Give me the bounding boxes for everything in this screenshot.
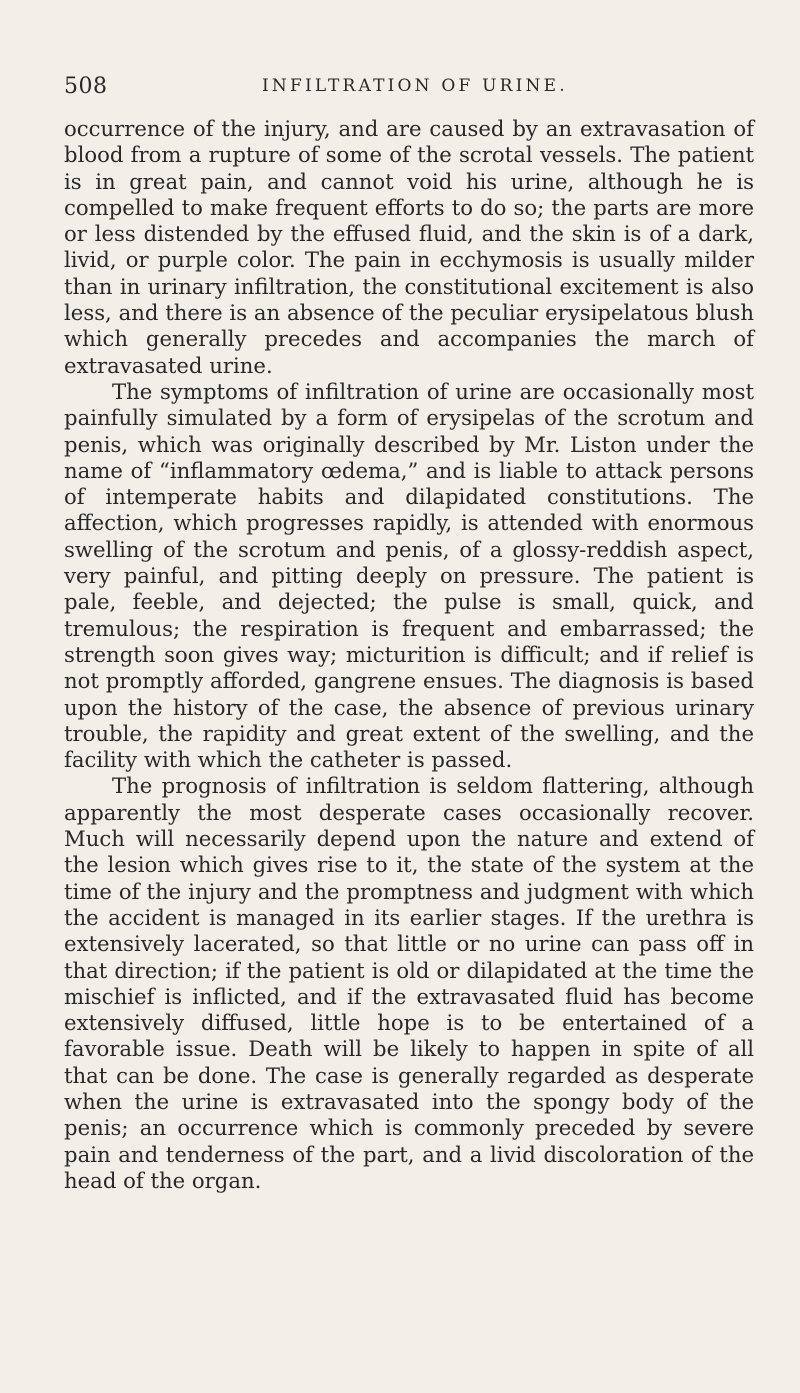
paragraph-prognosis: The prognosis of infiltration is seldom flattering, although apparently the most desperate cases occasionally recover. Much will necessarily depend upon the nature and extend of the lesion which gives rise to it, the state of the system at the time of the injury and the promptness and judgment with which the accident is managed in its earlier stages. If the urethra is extensively lacerated, so that little or no urine can pass off in that direction; if the patient is old or dilapidated at the time the mischief is inflicted, and if the extravasated fluid has become extensively diffused, little hope is to be entertained of a favorable issue. Death will be likely to happen in spite of all that can be done. The case is generally regarded as desperate when the urine is extravasated into the spongy body of the penis; an occurrence which is commonly preceded by severe pain and tenderness of the part, and a livid discoloration of the head of the organ. bbox=[64, 773, 754, 1193]
page-header bbox=[64, 74, 754, 104]
running-head: INFILTRATION OF URINE. bbox=[262, 76, 568, 96]
paragraph-continuation: occurrence of the injury, and are caused by an extravasation of blood from a rupture of some of the scrotal vessels. The patient is in great pain, and cannot void his urine, although he is compelled to make frequent efforts to do so; the parts are more or less distended by the effused fluid, and the skin is of a dark, livid, or purple color. The pain in ecchymosis is usually milder than in urinary infiltration, the constitutional excitement is also less, and there is an absence of the peculiar erysipelatous blush which generally precedes and accompanies the march of extravasated urine. bbox=[64, 116, 754, 378]
page-number: 508 bbox=[64, 74, 108, 99]
paragraph-symptoms: The symptoms of infiltration of urine are occasionally most painfully simulated by a form of erysipelas of the scrotum and penis, which was originally described by Mr. Liston under the name of “inflammatory œdema,” and is liable to attack persons of intemperate habits and dilapidated constitutions. The affection, which progresses rapidly, is attended with enormous swelling of the scrotum and penis, of a glossy-reddish aspect, very painful, and pitting deeply on pressure. The patient is pale, feeble, and dejected; the pulse is small, quick, and tremulous; the respiration is frequent and embarrassed; the strength soon gives way; micturition is difficult; and if relief is not promptly afforded, gangrene ensues. The diagnosis is based upon the history of the case, the absence of previous urinary trouble, the rapidity and great extent of the swelling, and the facility with which the catheter is passed. bbox=[64, 378, 754, 773]
body-text bbox=[64, 116, 754, 1194]
